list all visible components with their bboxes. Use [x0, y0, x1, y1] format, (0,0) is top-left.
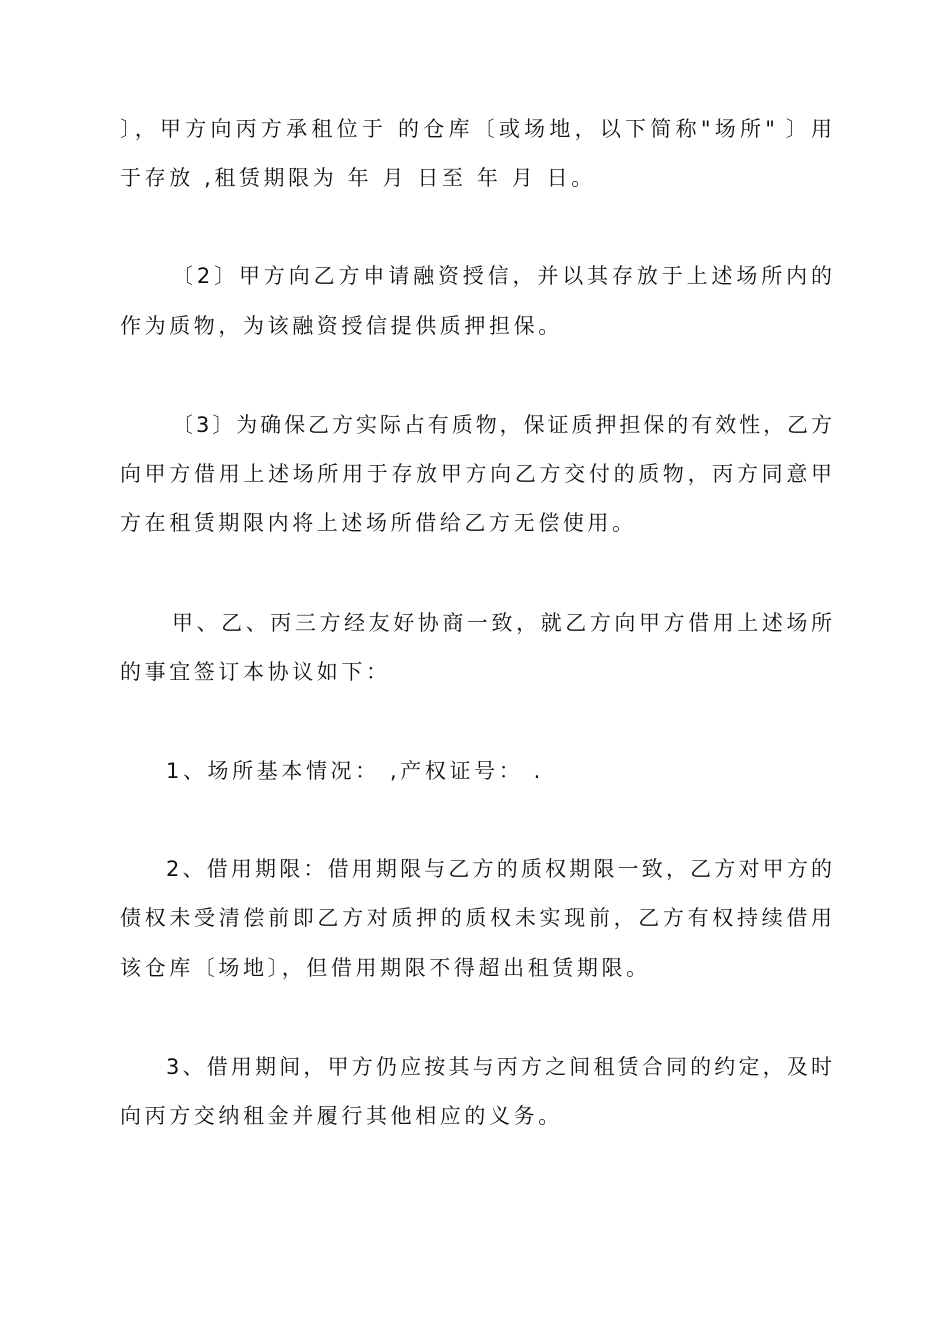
paragraph-1-line-2: 于存放 ,租赁期限为 年 月 日至 年 月 日。 — [120, 166, 596, 190]
paragraph-6-line-2: 债权未受清偿前即乙方对质押的质权未实现前，乙方有权持续借用 — [120, 906, 832, 930]
paragraph-3-line-1: 〔3〕为确保乙方实际占有质物，保证质押担保的有效性，乙方 — [172, 413, 832, 437]
paragraph-3-line-3: 方在租赁期限内将上述场所借给乙方无偿使用。 — [120, 511, 637, 535]
paragraph-1-line-1: 〕，甲方向丙方承租位于 的仓库〔或场地，以下简称"场所" 〕用 — [120, 117, 832, 141]
paragraph-2-line-1: 〔2〕甲方向乙方申请融资授信，并以其存放于上述场所内的 — [172, 264, 832, 288]
paragraph-7-line-1: 3、借用期间，甲方仍应按其与丙方之间租赁合同的约定，及时 — [166, 1055, 832, 1079]
paragraph-6-line-1: 2、借用期限：借用期限与乙方的质权期限一致，乙方对甲方的 — [166, 857, 832, 881]
paragraph-7-line-2: 向丙方交纳租金并履行其他相应的义务。 — [120, 1104, 563, 1128]
paragraph-2-line-2: 作为质物，为该融资授信提供质押担保。 — [120, 314, 563, 338]
paragraph-6-line-3: 该仓库〔场地〕，但借用期限不得超出租赁期限。 — [120, 956, 651, 980]
paragraph-3-line-2: 向甲方借用上述场所用于存放甲方向乙方交付的质物，丙方同意甲 — [120, 462, 832, 486]
paragraph-4-line-2: 的事宜签订本协议如下： — [120, 660, 391, 684]
paragraph-5-line-1: 1、场所基本情况： ,产权证号： . — [166, 759, 544, 783]
paragraph-4-line-1: 甲、乙、丙三方经友好协商一致，就乙方向甲方借用上述场所 — [172, 611, 832, 635]
